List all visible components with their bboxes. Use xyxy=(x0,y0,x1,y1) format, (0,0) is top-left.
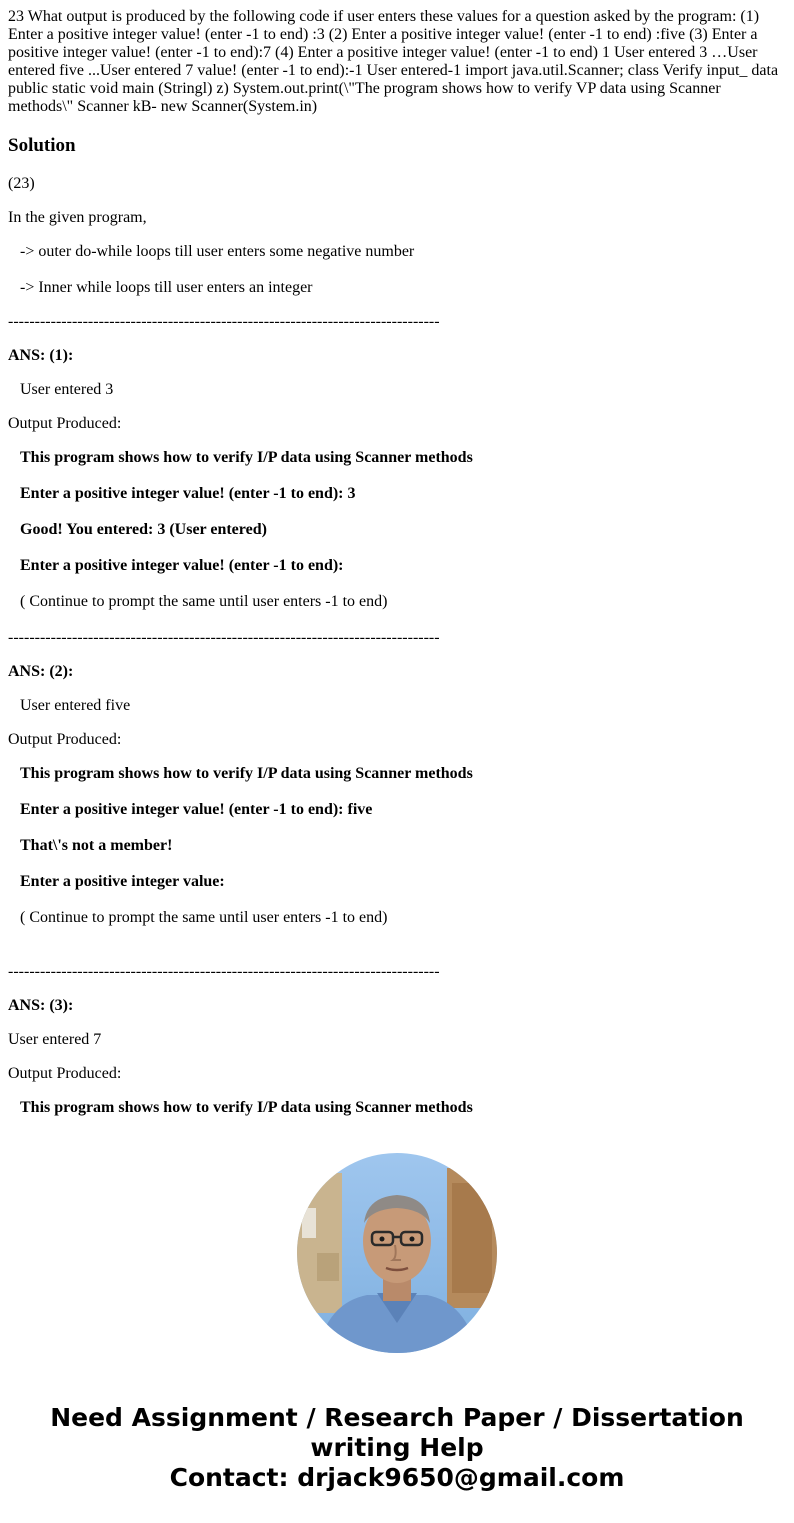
solution-heading: Solution xyxy=(8,135,76,156)
ans2-output-line: Enter a positive integer value: xyxy=(20,873,225,890)
intro-point-outer-loop: -> outer do-while loops till user enters some negative number xyxy=(20,243,415,260)
footer-promo xyxy=(0,1403,794,1493)
divider: --------------------------------------------------------------------------------- xyxy=(8,313,440,330)
ans1-output-line: This program shows how to verify I/P data using Scanner methods xyxy=(20,449,473,466)
ans1-output-label: Output Produced: xyxy=(8,415,122,432)
footer-line: Need Assignment / Research Paper / Dissertation xyxy=(50,1403,744,1432)
divider: --------------------------------------------------------------------------------- xyxy=(8,629,440,646)
ans1-output-line: Good! You entered: 3 (User entered) xyxy=(20,521,267,538)
ans3-output-line: This program shows how to verify I/P data using Scanner methods xyxy=(20,1099,473,1116)
ans2-output-label: Output Produced: xyxy=(8,731,122,748)
question-number: (23) xyxy=(8,175,35,192)
ans1-title: ANS: (1): xyxy=(8,347,74,364)
question-text: 23 What output is produced by the following code if user enters these values for a question asked by the program: (1) Enter a positive integer value! (enter -1 to end) :3 (2) Enter a positive integer value! (enter -1 to end) :five (3) Enter a positive integer value! (enter -1 to end):7 (4) Enter a positive integer value! (enter -1 to end) 1 User entered 3 …User entered five ...User entered 7 value! (enter -1 to end):-1 User entered-1 import java.util.Scanner; class Verify input_ data public static void main (Stringl) z) System.out.print(\"The program shows how to verify VP data using Scanner methods\" Scanner kB- new Scanner(System.in) xyxy=(8,8,779,115)
footer-contact: Contact: drjack9650@gmail.com xyxy=(169,1463,625,1492)
ans2-output-line: That\'s not a member! xyxy=(20,837,173,854)
intro-point-inner-loop: -> Inner while loops till user enters an integer xyxy=(20,279,313,296)
author-portrait-image xyxy=(297,1153,497,1353)
ans2-title: ANS: (2): xyxy=(8,663,74,680)
footer-line: writing Help xyxy=(310,1433,484,1462)
ans2-user-entered: User entered five xyxy=(20,697,131,714)
author-avatar xyxy=(297,1153,497,1353)
ans3-user-entered: User entered 7 xyxy=(8,1031,102,1048)
divider: --------------------------------------------------------------------------------- xyxy=(8,963,440,980)
ans1-note: ( Continue to prompt the same until user enters -1 to end) xyxy=(20,593,388,610)
ans2-output-line: Enter a positive integer value! (enter -1 to end): five xyxy=(20,801,373,818)
ans2-output-line: This program shows how to verify I/P data using Scanner methods xyxy=(20,765,473,782)
ans1-user-entered: User entered 3 xyxy=(20,381,114,398)
ans3-title: ANS: (3): xyxy=(8,997,74,1014)
ans1-output-line: Enter a positive integer value! (enter -1 to end): 3 xyxy=(20,485,356,502)
ans2-note: ( Continue to prompt the same until user enters -1 to end) xyxy=(20,909,388,926)
intro-text: In the given program, xyxy=(8,209,147,226)
ans3-output-label: Output Produced: xyxy=(8,1065,122,1082)
ans1-output-line: Enter a positive integer value! (enter -1 to end): xyxy=(20,557,344,574)
